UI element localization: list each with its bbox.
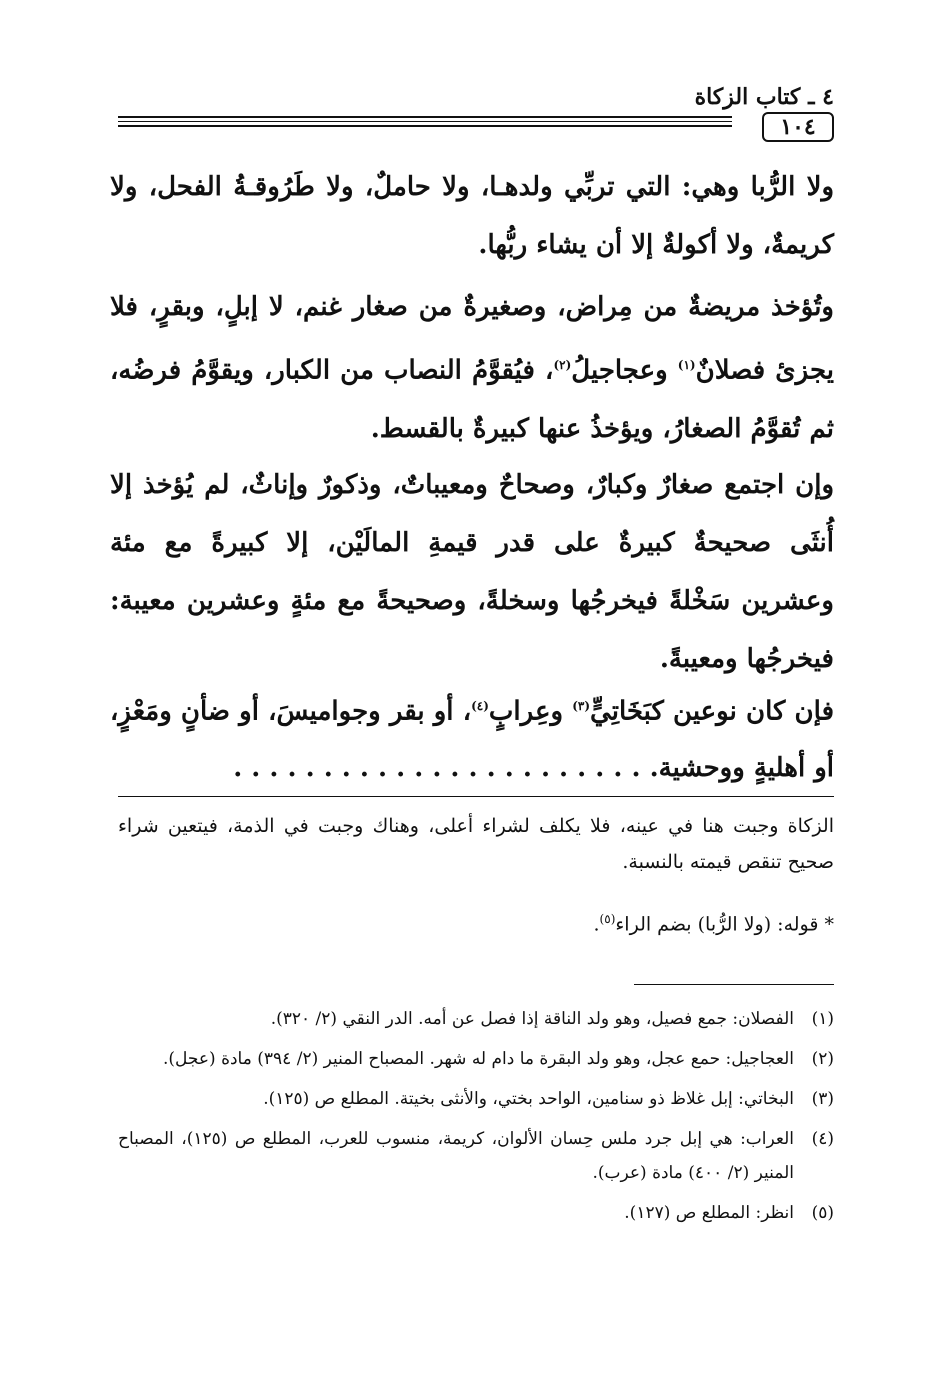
main-paragraph-2 bbox=[110, 278, 834, 458]
qawluh-end: . bbox=[593, 913, 600, 936]
footnote-item bbox=[118, 1196, 834, 1230]
footnote-number: (١) bbox=[811, 1009, 834, 1029]
footnote-ref-2: (٢) bbox=[553, 358, 572, 372]
qawluh-text: * قوله: (ولا الرُّبا) بضم الراء bbox=[615, 913, 834, 936]
main-text-p2c: ، فيُقوَّمُ النصاب من الكبار، ويقوَّمُ فرضُه، ثم تُقوَّمُ الصغارُ، ويؤخذُ عنها كبيرةٌ بالقسط. bbox=[110, 355, 834, 444]
commentary-text: الزكاة وجبت هنا في عينه، فلا يكلف لشراء أعلى، وهناك وجبت في الذمة، فيتعين شراء صحيح تنقص قيمته بالنسبة. bbox=[118, 815, 834, 873]
footnote-item bbox=[118, 1002, 834, 1036]
footnote-item bbox=[118, 1082, 834, 1116]
commentary-block bbox=[118, 808, 834, 880]
running-header-title: ٤ ـ كتاب الزكاة bbox=[694, 84, 834, 110]
main-text-p4b: وعِرابٍ bbox=[488, 696, 573, 727]
main-text-p3: وإن اجتمع صغارٌ وكبارٌ، وصحاحٌ ومعيباتٌ، وذكورٌ وإناثٌ، لم يُؤخذ إلا أُنثَى صحيحةٌ كبيرةٌ على قدر قيمةِ المالَيْن، إلا كبيرةً مع مئة وعشرين سَخْلةً فيخرجُها وسخلةً، وصحيحةً مع مئةٍ وعشرين معيبة: فيخرجُها ومعيبةً. bbox=[110, 470, 834, 674]
header-rule-bottom bbox=[118, 125, 732, 127]
footnote-number: (٤) bbox=[811, 1129, 834, 1149]
header-rule-middle bbox=[118, 121, 732, 122]
footnote-item bbox=[118, 1122, 834, 1190]
footnote-number: (٥) bbox=[811, 1203, 834, 1223]
footnote-number: (٣) bbox=[811, 1089, 834, 1109]
ellipsis-dots: . . . . . . . . . . . . . . . . . . . . . . . . bbox=[233, 752, 659, 783]
footnote-text: العجاجيل: حمع عجل، وهو ولد البقرة ما دام له شهر. المصباح المنير (٢/ ٣٩٤) مادة (عجل). bbox=[163, 1049, 794, 1069]
footnote-ref-1: (١) bbox=[677, 358, 696, 372]
main-paragraph-1 bbox=[110, 158, 834, 274]
commentary-qawluh bbox=[594, 912, 835, 935]
footnote-text: الفصلان: جمع فصيل، وهو ولد الناقة إذا فصل عن أمه. الدر النقي (٢/ ٣٢٠). bbox=[270, 1009, 794, 1029]
main-paragraph-4 bbox=[110, 678, 834, 796]
footnotes-section bbox=[118, 1002, 834, 1236]
main-paragraph-3 bbox=[110, 456, 834, 688]
commentary-separator bbox=[118, 796, 834, 797]
footnote-number: (٢) bbox=[811, 1049, 834, 1069]
footnote-ref-4: (٤) bbox=[471, 699, 489, 713]
footnote-text: العراب: هي إبل جرد ملس حِسان الألوان، كريمة، منسوب للعرب، المطلع ص (١٢٥)، المصباح المنير (٢/ ٤٠٠) مادة (عرب). bbox=[118, 1129, 795, 1183]
footnote-text: انظر: المطلع ص (١٢٧). bbox=[624, 1203, 794, 1223]
main-text-p4a: فإن كان نوعين كبَخَاتِيٍّ bbox=[590, 696, 834, 727]
header-rule-top bbox=[118, 116, 732, 118]
main-text-p2a: وتُؤخذ مريضةٌ من مِراض، وصغيرةٌ من صغار غنم، لا إبلٍ، وبقرٍ، فلا يجزئ فصلانٌ bbox=[110, 292, 834, 386]
footnote-item bbox=[118, 1042, 834, 1076]
footnote-ref-5: (٥) bbox=[599, 912, 616, 926]
footnote-text: البخاتي: إبل غلاظ ذو سنامين، الواحد بختي، والأنثى بخيتة. المطلع ص (١٢٥). bbox=[263, 1089, 794, 1109]
main-text-p1: ولا الرُّبا وهي: التي تربِّي ولدهـا، ولا حاملٌ، ولا طَرُوقـةُ الفحل، ولا كريمةٌ، ولا أكولةٌ إلا أن يشاء ربُّها. bbox=[110, 172, 834, 260]
footnote-ref-3: (٣) bbox=[572, 699, 591, 713]
footnote-separator bbox=[634, 984, 834, 985]
page-number: ١٠٤ bbox=[762, 112, 834, 142]
main-text-p4c: ، أو بقر وجواميسَ، أو ضأنٍ ومَعْزٍ، أو أهليةٍ ووحشية bbox=[110, 696, 834, 783]
main-text-p2b: وعجاجيلُ bbox=[571, 355, 678, 386]
